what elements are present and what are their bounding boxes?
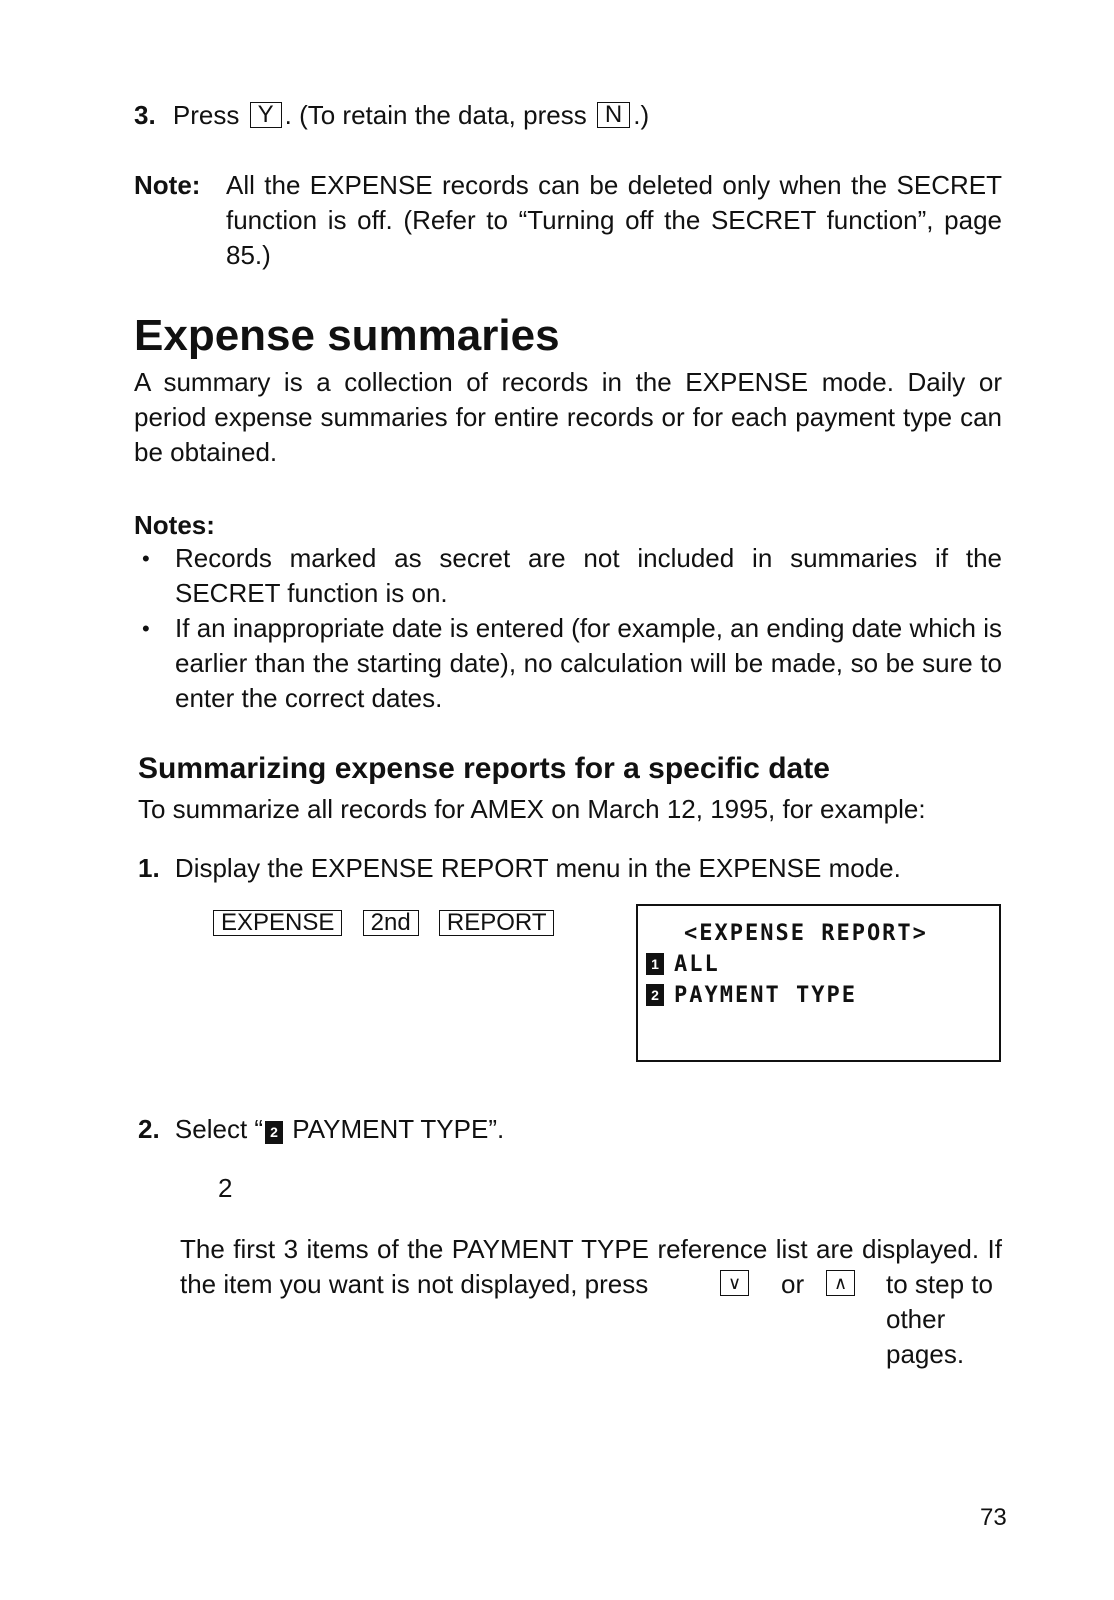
step-number: 2. [138,1114,160,1144]
number-1-badge: 1 [646,953,664,975]
note-label: Note: [134,170,201,200]
note-item: Records marked as secret are not included in summaries if the SECRET function is on. [175,543,1002,608]
or-text: or [781,1269,805,1299]
down-arrow-key: ∨ [720,1270,749,1296]
lcd-title: <EXPENSE REPORT> [684,921,928,946]
step-text: Press [172,100,240,130]
step-number: 1. [138,853,160,883]
number-2-badge: 2 [646,984,664,1006]
number-2-badge: 2 [265,1121,283,1144]
step-text: Display the EXPENSE REPORT menu in the EXPENSE mode. [174,853,901,883]
note-text: All the EXPENSE records can be deleted only when the SECRET function is off. (Refer to “Turning off the SECRET function”, page 85.) [226,170,1002,270]
report-key: REPORT [439,910,555,936]
description-text: The first 3 items of the PAYMENT TYPE reference list are displayed. If the item you want is not displayed, press [180,1234,1002,1299]
lcd-display [636,904,1001,1062]
n-key: N [597,102,630,128]
section-title: Expense summaries [134,311,560,360]
lcd-item-payment-type [646,980,857,1011]
bullet-icon: • [142,546,150,571]
bullet-icon: • [142,616,150,641]
step-3 [134,98,649,133]
step-2-keys-line [180,1267,1002,1369]
notes-label: Notes: [134,510,215,540]
section-intro: A summary is a collection of records in the EXPENSE mode. Daily or period expense summaries for entire records or for each payment type can be obtained. [134,367,1002,467]
step-text: PAYMENT TYPE”. [285,1114,505,1144]
description-text: to step to other pages. [886,1269,993,1369]
subsection-title: Summarizing expense reports for a specific date [138,752,830,785]
step-text: .) [633,100,650,130]
page-number: 73 [980,1504,1007,1531]
step-text: . (To retain the data, press [284,100,587,130]
up-arrow-key: ∧ [826,1270,855,1296]
key-2: 2 [218,1173,233,1203]
step-2 [138,1112,504,1147]
subsection-intro: To summarize all records for AMEX on March 12, 1995, for example: [138,794,926,824]
lcd-item-label: ALL [674,952,720,977]
step-1 [138,851,901,886]
lcd-item-label: PAYMENT TYPE [674,983,857,1008]
lcd-item-all [646,949,720,980]
key-sequence [210,906,557,941]
expense-key: EXPENSE [213,910,342,936]
2nd-key: 2nd [363,910,419,936]
note-item: If an inappropriate date is entered (for example, an ending date which is earlier than the starting date), no calculation will be made, so be sure to enter the correct dates. [175,613,1002,713]
y-key: Y [250,102,282,128]
step-text: Select “ [174,1114,264,1144]
step-number: 3. [134,100,156,130]
